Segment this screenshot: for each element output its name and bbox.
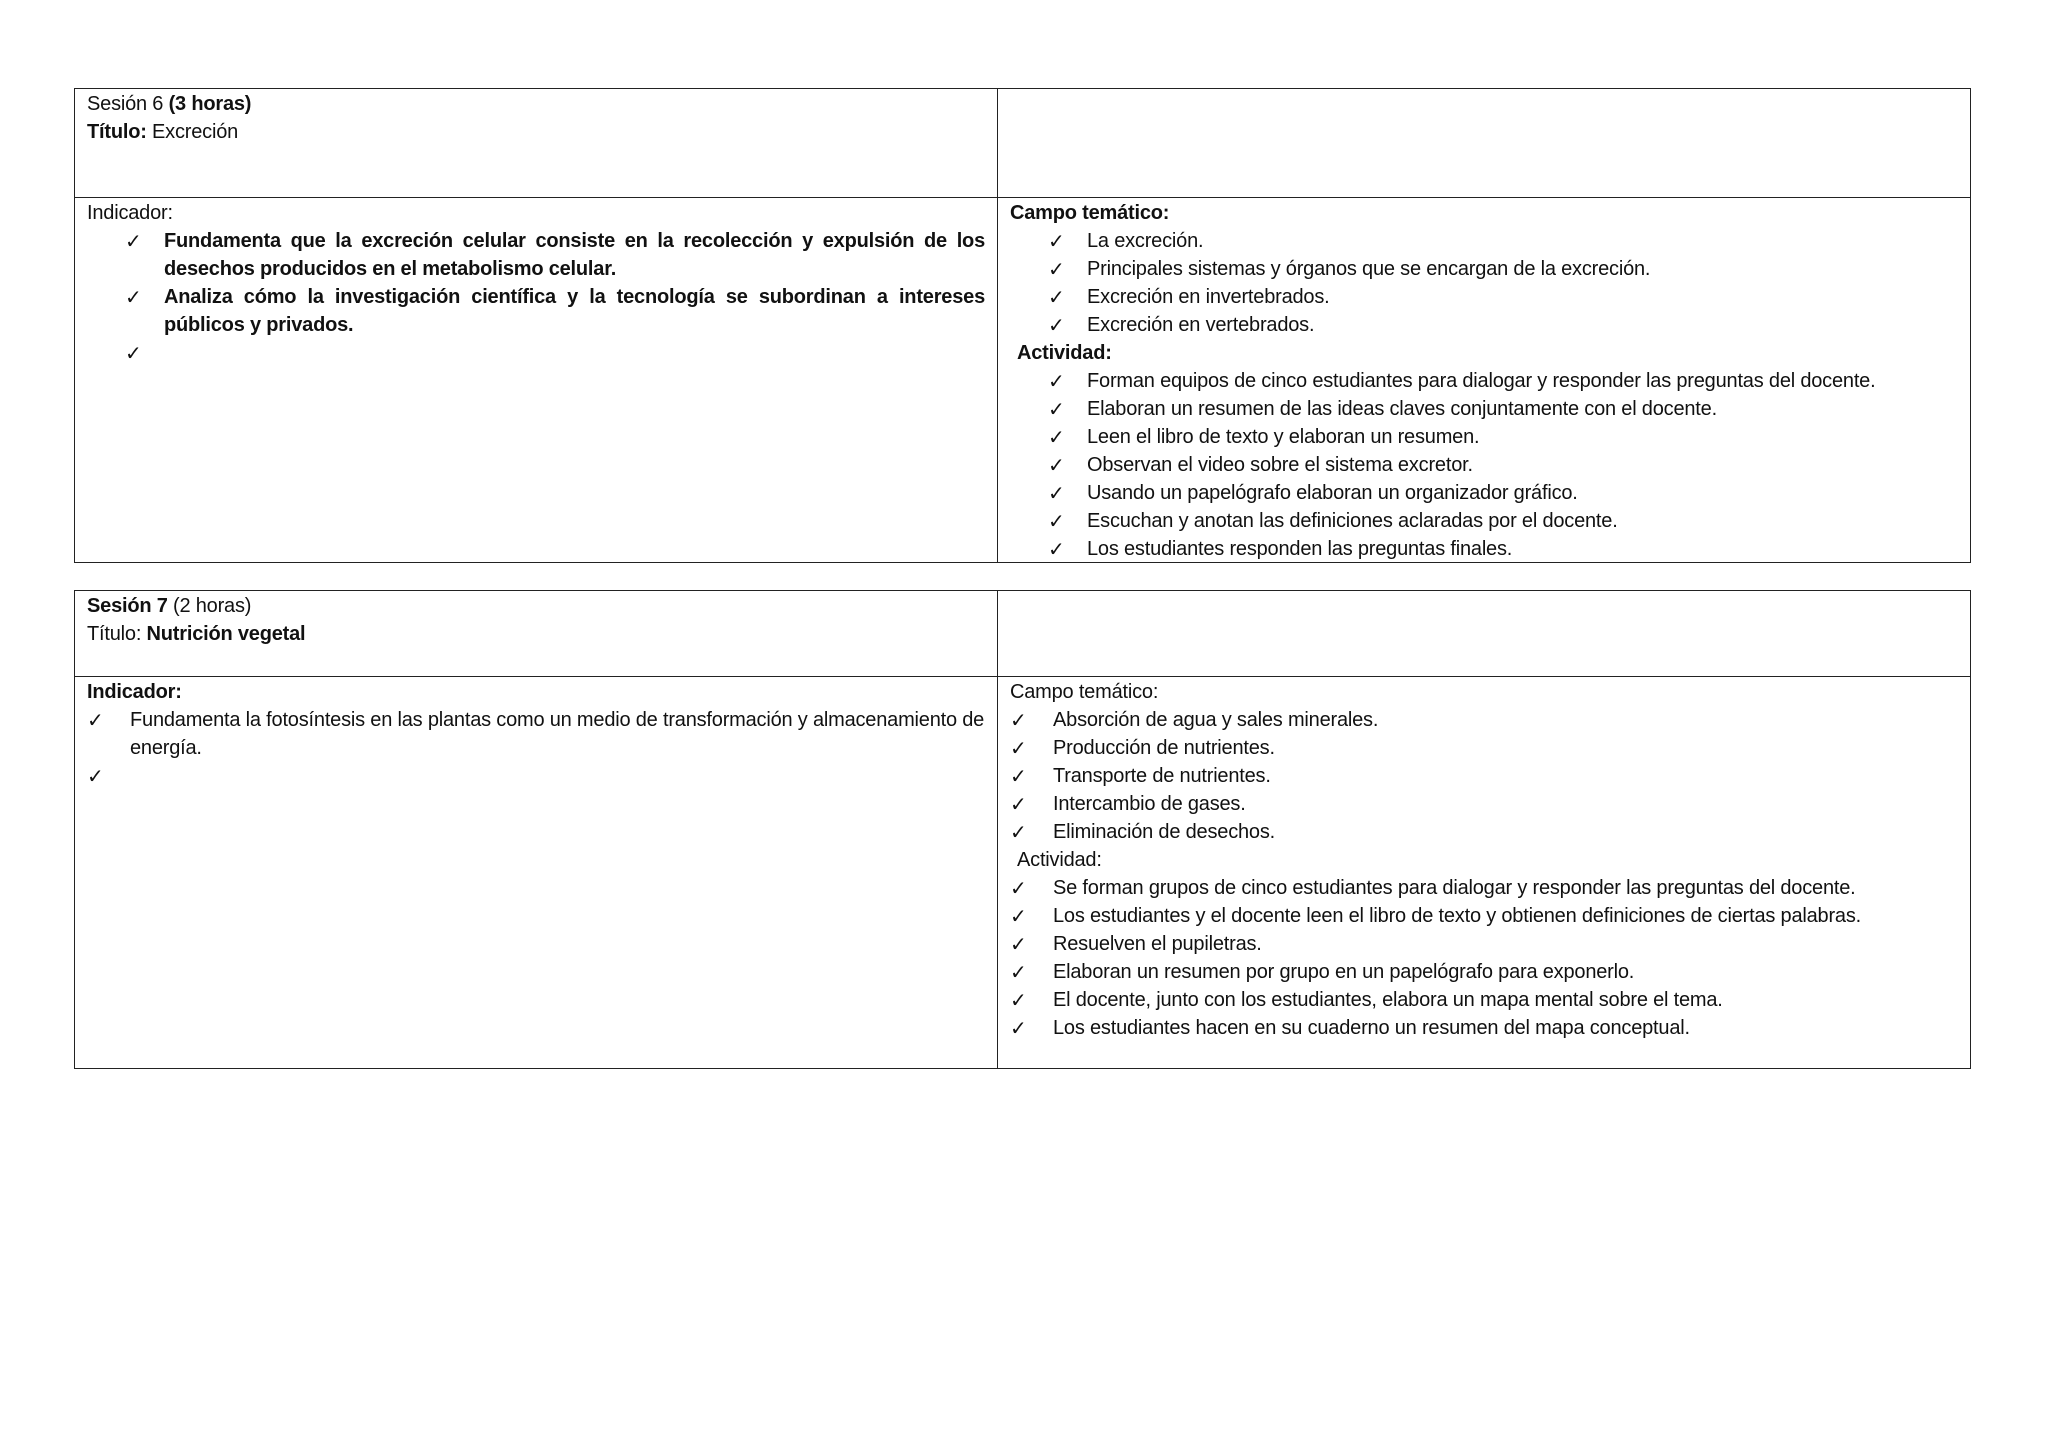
session-6-indicator-cell <box>75 198 998 563</box>
session-7-campo-cell <box>998 677 1970 1068</box>
list-item <box>1010 986 1958 1014</box>
check-icon: ✓ <box>1010 736 1027 760</box>
check-icon: ✓ <box>1010 932 1027 956</box>
list-item-text: Forman equipos de cinco estudiantes para dialogar y responder las preguntas del docente. <box>1087 370 1876 392</box>
list-item <box>1010 902 1958 930</box>
list-item-text: Principales sistemas y órganos que se encargan de la excreción. <box>1087 258 1651 280</box>
title-label: Título: <box>87 623 147 645</box>
list-item <box>1010 1014 1958 1042</box>
list-item-text: Absorción de agua y sales minerales. <box>1053 709 1379 731</box>
list-item <box>1010 479 1958 507</box>
list-item <box>1010 874 1958 902</box>
title-value: Nutrición vegetal <box>146 623 306 645</box>
check-icon: ✓ <box>1010 1016 1027 1040</box>
check-icon: ✓ <box>1048 285 1065 309</box>
check-icon: ✓ <box>1010 792 1027 816</box>
list-item-text: Los estudiantes y el docente leen el libro de texto y obtienen definiciones de ciertas palabras. <box>1053 905 1861 927</box>
session-7-heading <box>87 592 985 620</box>
list-item-text: Escuchan y anotan las definiciones aclaradas por el docente. <box>1087 510 1618 532</box>
list-item-text: Analiza cómo la investigación científica y la tecnología se subordinan a intereses públicos y privados. <box>164 286 985 336</box>
check-icon: ✓ <box>1010 904 1027 928</box>
list-item-text: Fundamenta la fotosíntesis en las plantas como un medio de transformación y almacenamiento de energía. <box>130 709 985 759</box>
indicator-label: Indicador: <box>87 202 173 224</box>
list-item <box>1010 311 1958 339</box>
session-7-header-empty-cell <box>998 591 1970 677</box>
check-icon: ✓ <box>1048 537 1065 561</box>
session-6-header-empty-cell <box>998 89 1970 198</box>
indicator-list <box>87 706 985 790</box>
list-item <box>1010 283 1958 311</box>
list-item-text: Los estudiantes hacen en su cuaderno un resumen del mapa conceptual. <box>1053 1017 1690 1039</box>
list-item-text: Intercambio de gases. <box>1053 793 1246 815</box>
list-item-text: La excreción. <box>1087 230 1204 252</box>
list-item <box>1010 734 1958 762</box>
check-icon: ✓ <box>1048 425 1065 449</box>
check-icon: ✓ <box>1048 509 1065 533</box>
list-item <box>87 339 985 367</box>
check-icon: ✓ <box>1048 481 1065 505</box>
title-label: Título: <box>87 121 147 143</box>
list-item-text: Observan el video sobre el sistema excretor. <box>1087 454 1473 476</box>
indicator-list <box>87 227 985 367</box>
list-item <box>1010 451 1958 479</box>
list-item <box>1010 395 1958 423</box>
list-item-text: Fundamenta que la excreción celular consiste en la recolección y expulsión de los desechos producidos en el metabolismo celular. <box>164 230 985 280</box>
check-icon: ✓ <box>1048 397 1065 421</box>
list-item-text: Elaboran un resumen por grupo en un papelógrafo para exponerlo. <box>1053 961 1635 983</box>
check-icon: ✓ <box>1010 988 1027 1012</box>
list-item-text: Eliminación de desechos. <box>1053 821 1275 843</box>
actividad-list <box>1010 874 1958 1042</box>
session-6-header-cell <box>75 89 998 198</box>
list-item <box>1010 227 1958 255</box>
check-icon: ✓ <box>1010 876 1027 900</box>
check-icon: ✓ <box>1048 313 1065 337</box>
session-hours: (2 horas) <box>167 595 252 617</box>
list-item <box>87 283 985 339</box>
list-item <box>1010 255 1958 283</box>
session-hours: (3 horas) <box>168 93 252 115</box>
campo-label: Campo temático: <box>1010 681 1159 703</box>
check-icon: ✓ <box>125 229 142 253</box>
check-icon: ✓ <box>87 764 104 788</box>
list-item <box>1010 367 1958 395</box>
list-item <box>1010 423 1958 451</box>
check-icon: ✓ <box>1010 764 1027 788</box>
list-item-text: Excreción en invertebrados. <box>1087 286 1330 308</box>
title-value: Excreción <box>146 121 239 143</box>
check-icon: ✓ <box>1010 960 1027 984</box>
list-item-text: Usando un papelógrafo elaboran un organizador gráfico. <box>1087 482 1578 504</box>
list-item-text: Resuelven el pupiletras. <box>1053 933 1262 955</box>
list-item-text: Producción de nutrientes. <box>1053 737 1275 759</box>
list-item <box>1010 762 1958 790</box>
list-item <box>1010 535 1958 563</box>
check-icon: ✓ <box>1010 708 1027 732</box>
list-item <box>87 706 985 762</box>
list-item-text: Se forman grupos de cinco estudiantes para dialogar y responder las preguntas del docente. <box>1053 877 1856 899</box>
list-item <box>1010 958 1958 986</box>
actividad-list <box>1010 367 1958 563</box>
campo-list <box>1010 706 1958 846</box>
session-7-table <box>74 590 1971 1069</box>
session-6-heading <box>87 90 985 118</box>
list-item <box>1010 790 1958 818</box>
session-7-title <box>87 620 985 648</box>
list-item-text: Elaboran un resumen de las ideas claves conjuntamente con el docente. <box>1087 398 1717 420</box>
list-item <box>1010 930 1958 958</box>
session-6-table <box>74 88 1971 563</box>
check-icon: ✓ <box>1010 820 1027 844</box>
check-icon: ✓ <box>87 708 104 732</box>
list-item-text: El docente, junto con los estudiantes, elabora un mapa mental sobre el tema. <box>1053 989 1723 1011</box>
list-item <box>1010 706 1958 734</box>
session-label: Sesión 7 <box>87 595 168 617</box>
list-item <box>87 227 985 283</box>
check-icon: ✓ <box>1048 229 1065 253</box>
list-item <box>87 762 985 790</box>
actividad-label: Actividad: <box>1017 849 1102 871</box>
check-icon: ✓ <box>1048 257 1065 281</box>
check-icon: ✓ <box>1048 369 1065 393</box>
campo-label: Campo temático: <box>1010 202 1170 224</box>
list-item <box>1010 818 1958 846</box>
session-label: Sesión 6 <box>87 93 169 115</box>
session-6-campo-cell <box>998 198 1970 563</box>
list-item-text: Transporte de nutrientes. <box>1053 765 1271 787</box>
session-6-title <box>87 118 985 146</box>
list-item-text: Leen el libro de texto y elaboran un resumen. <box>1087 426 1480 448</box>
campo-list <box>1010 227 1958 339</box>
check-icon: ✓ <box>125 341 142 365</box>
session-7-header-cell <box>75 591 998 677</box>
indicator-label: Indicador: <box>87 681 182 703</box>
list-item <box>1010 507 1958 535</box>
check-icon: ✓ <box>1048 453 1065 477</box>
session-7-indicator-cell <box>75 677 998 1068</box>
list-item-text: Los estudiantes responden las preguntas finales. <box>1087 538 1513 560</box>
actividad-label: Actividad: <box>1017 342 1112 364</box>
check-icon: ✓ <box>125 285 142 309</box>
list-item-text: Excreción en vertebrados. <box>1087 314 1315 336</box>
